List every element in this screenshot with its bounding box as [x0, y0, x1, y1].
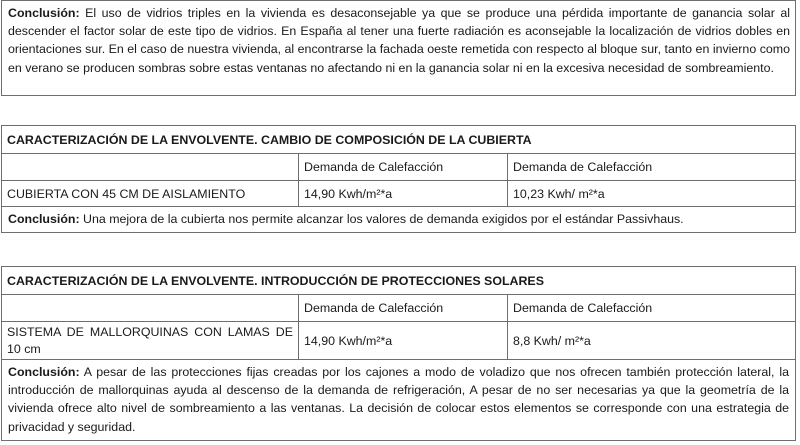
header-empty	[2, 154, 299, 181]
header-empty	[2, 295, 299, 322]
table-roof-composition	[1, 125, 796, 233]
header-demand-1: Demanda de Calefacción	[299, 154, 508, 181]
conclusion-text: Una mejora de la cubierta nos permite alcanzar los valores de demanda exigidos por el estándar Passivhaus.	[79, 212, 684, 226]
row-label: CUBIERTA CON 45 CM DE AISLAMIENTO	[2, 181, 299, 207]
table-conclusion-row	[2, 207, 796, 233]
table-row	[2, 181, 796, 207]
conclusion-label: Conclusión:	[8, 212, 80, 226]
table-conclusion-row	[2, 360, 796, 441]
row-value-2: 10,23 Kwh/ m²*a	[508, 181, 796, 207]
table-conclusion	[2, 207, 796, 233]
row-value-1: 14,90 Kwh/m²*a	[299, 322, 508, 360]
header-demand-2: Demanda de Calefacción	[508, 154, 796, 181]
table-solar-protection	[1, 266, 796, 441]
table-title-row	[2, 126, 796, 154]
header-demand-2: Demanda de Calefacción	[508, 295, 796, 322]
table-conclusion	[2, 360, 796, 441]
table-title-row	[2, 267, 796, 295]
table-row	[2, 322, 796, 360]
table-title: CARACTERIZACIÓN DE LA ENVOLVENTE. INTRODUCCIÓN DE PROTECCIONES SOLARES	[2, 267, 796, 295]
table-header-row	[2, 295, 796, 322]
conclusion-label: Conclusión:	[8, 365, 80, 379]
conclusion-text: El uso de vidrios triples en la vivienda es desaconsejable ya que se produce una pérdida importante de ganancia solar al descender el factor solar de este tipo de vidrios. En España al tener una fuerte radiación es aconsejable la localización de vidrios dobles en orientaciones sur. En el caso de nuestra vivienda, al encontrarse la fachada oeste remetida con respecto al bloque sur, tanto en invierno como en verano se producen sombras sobre estas ventanas no afectando ni en la ganancia solar ni en la excesiva necesidad de sombreamiento.	[8, 6, 790, 75]
table-header-row	[2, 154, 796, 181]
row-value-2: 8,8 Kwh/ m²*a	[508, 322, 796, 360]
row-label: SISTEMA DE MALLORQUINAS CON LAMAS DE 10 cm	[2, 322, 299, 360]
row-value-1: 14,90 Kwh/m²*a	[299, 181, 508, 207]
table-title: CARACTERIZACIÓN DE LA ENVOLVENTE. CAMBIO DE COMPOSICIÓN DE LA CUBIERTA	[2, 126, 796, 154]
header-demand-1: Demanda de Calefacción	[299, 295, 508, 322]
conclusion-box-glazing	[1, 0, 796, 96]
conclusion-paragraph	[2, 1, 795, 81]
conclusion-text: A pesar de las protecciones fijas creadas por los cajones a modo de voladizo que nos ofrecen también protección lateral, la introducción de mallorquinas ayuda al descenso de la demanda de refrigeración, A pesar de no ser necesarias ya que la geometría de la vivienda ofrece alto nivel de sombreamiento a las ventanas. La decisión de colocar estos elementos se corresponde con una estrategia de privacidad y seguridad.	[8, 365, 789, 434]
conclusion-label: Conclusión:	[8, 6, 80, 20]
